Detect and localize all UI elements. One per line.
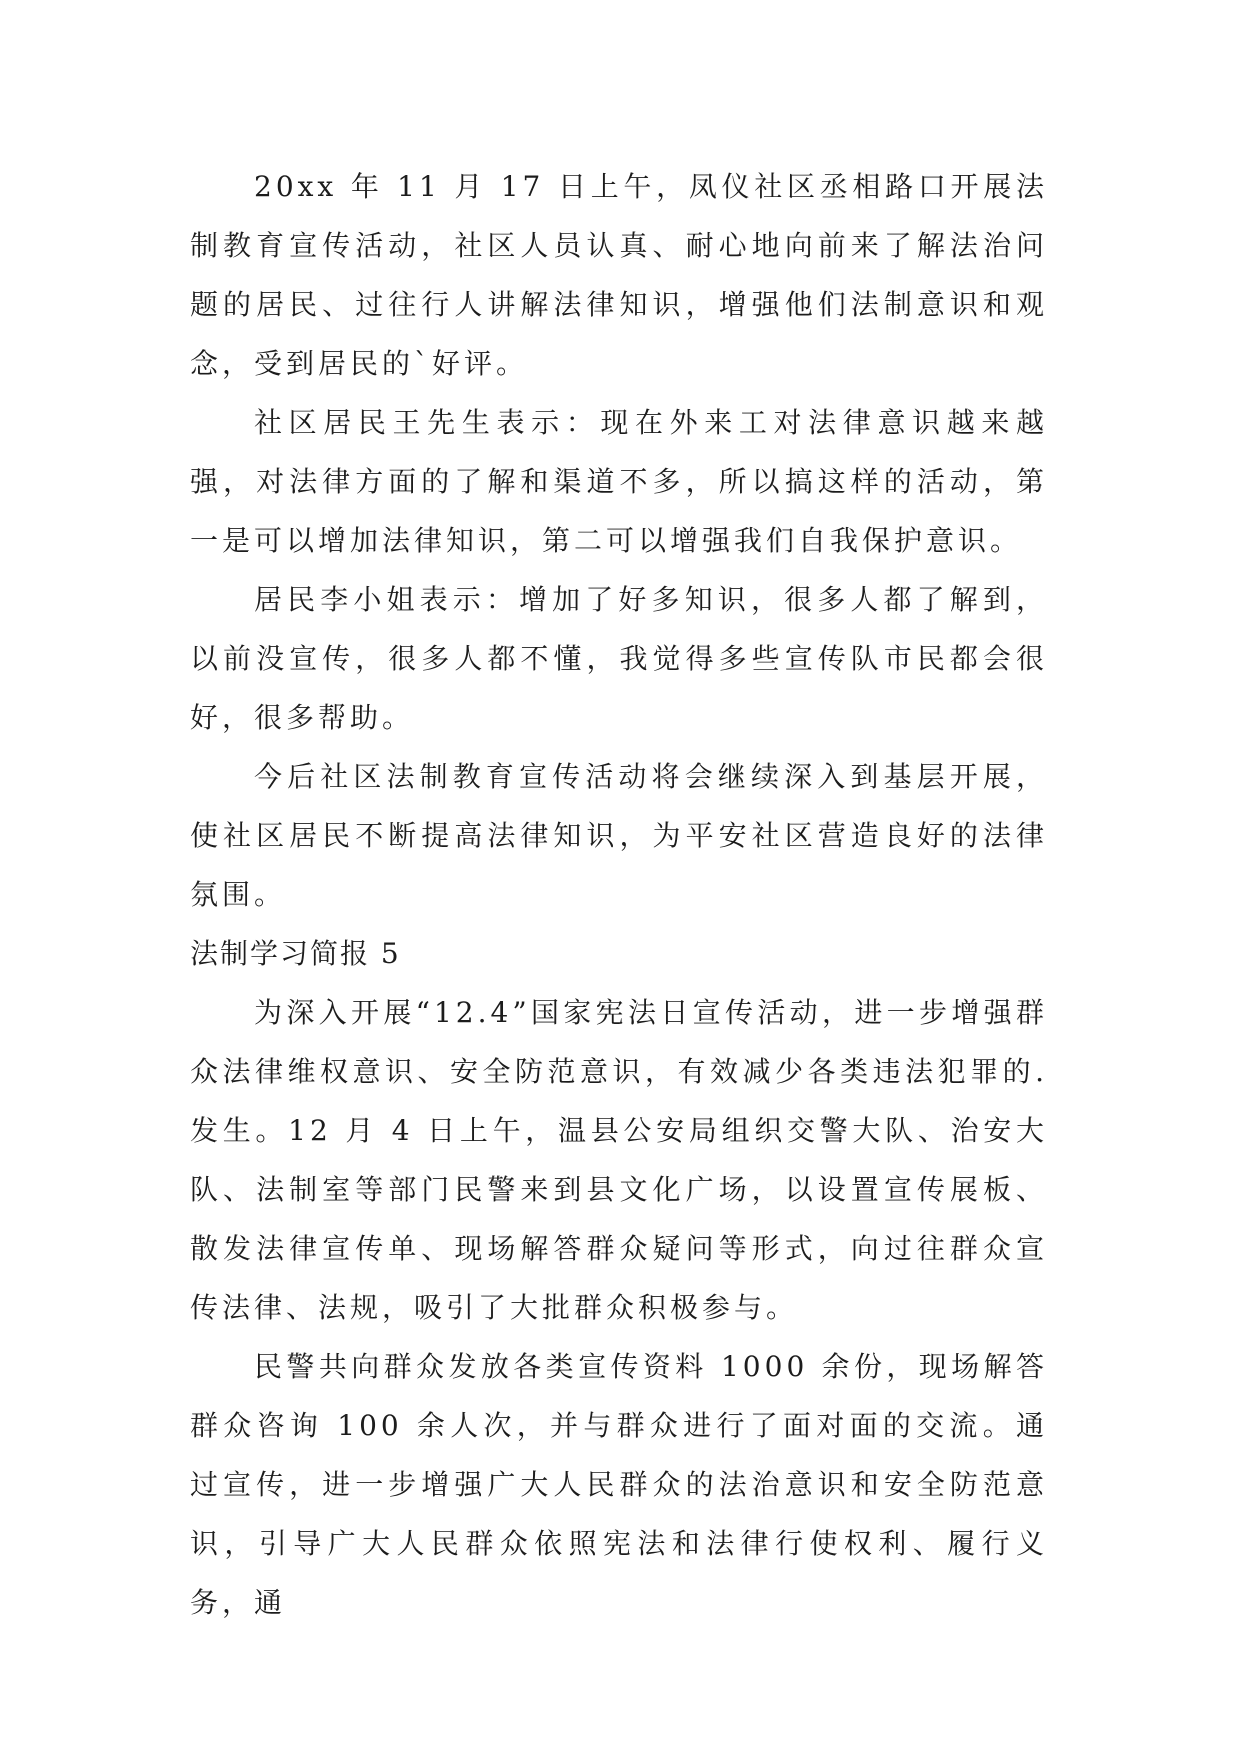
paragraph: 今后社区法制教育宣传活动将会继续深入到基层开展，使社区居民不断提高法律知识，为平安社区营造良好的法律氛围。 [190, 760, 1048, 911]
paragraph: 20xx 年 11 月 17 日上午，凤仪社区丞相路口开展法制教育宣传活动，社区人员认真、耐心地向前来了解法治问题的居民、过往行人讲解法律知识，增强他们法制意识和观念，受到居民的`好评。 [190, 170, 1048, 380]
paragraph: 为深入开展“12.4”国家宪法日宣传活动，进一步增强群众法律维权意识、安全防范意识，有效减少各类违法犯罪的.发生。12 月 4 日上午，温县公安局组织交警大队、治安大队、法制室等部门民警来到县文化广场，以设置宣传展板、散发法律宣传单、现场解答群众疑问等形式，向过往群众宣传法律、法规，吸引了大批群众积极参与。 [190, 996, 1048, 1324]
paragraph: 民警共向群众发放各类宣传资料 1000 余份，现场解答群众咨询 100 余人次，并与群众进行了面对面的交流。通过宣传，进一步增强广大人民群众的法治意识和安全防范意识，引导广大人民群众依照宪法和法律行使权利、履行义务，通 [190, 1350, 1048, 1619]
document-body [190, 157, 1048, 1632]
section-heading: 法制学习简报 5 [190, 937, 401, 970]
paragraph: 居民李小姐表示：增加了好多知识，很多人都了解到，以前没宣传，很多人都不懂，我觉得多些宣传队市民都会很好，很多帮助。 [190, 583, 1048, 734]
paragraph: 社区居民王先生表示：现在外来工对法律意识越来越强，对法律方面的了解和渠道不多，所以搞这样的活动，第一是可以增加法律知识，第二可以增强我们自我保护意识。 [190, 406, 1048, 557]
